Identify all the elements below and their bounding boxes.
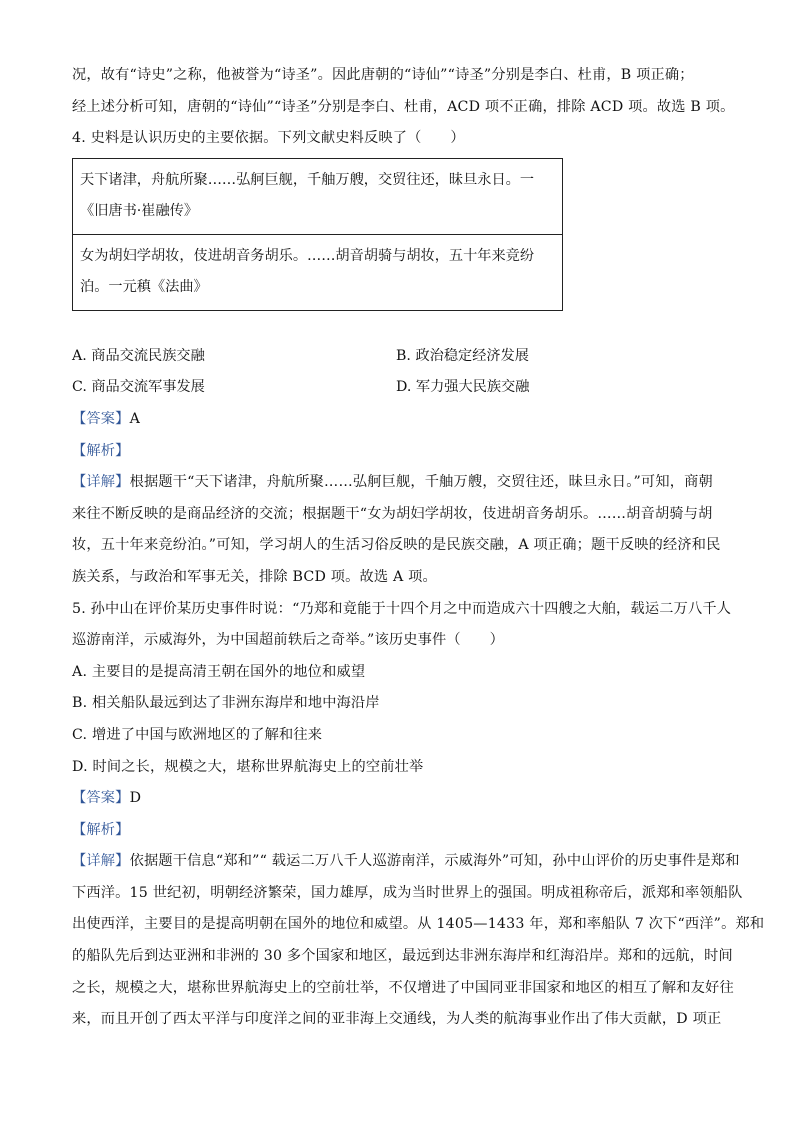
source-row-2 [73, 234, 563, 310]
source-text: 天下诸津，舟航所聚……弘舸巨舰，千舳万艘，交贸往还，昧旦永日。一 [80, 171, 535, 188]
detail-line [72, 467, 732, 499]
q4-options-row-1 [72, 341, 732, 373]
option-c: C. 增进了中国与欧洲地区的了解和往来 [72, 726, 323, 743]
detail-line: 来往不断反映的是商品经济的交流；根据题干“女为胡妇学胡妆，伎进胡音务胡乐。……胡音胡骑与胡 [72, 505, 713, 522]
analysis-heading [72, 436, 732, 468]
prev-analysis-line: 经上述分析可知，唐朝的“诗仙”“诗圣”分别是李白、杜甫，ACD 项不正确，排除 ACD 项。故选 B 项。 [72, 98, 735, 115]
detail-line: 下西洋。15 世纪初，明朝经济繁荣，国力雄厚，成为当时世界上的强国。明成祖称帝后，派郑和率领船队 [72, 884, 743, 901]
option-d: D. 军力强大民族交融 [396, 379, 530, 396]
prev-analysis-line: 况，故有“诗史”之称，他被誉为“诗圣”。因此唐朝的“诗仙”“诗圣”分别是李白、杜甫，B 项正确； [72, 67, 694, 83]
answer-line [72, 783, 732, 815]
option-d: D. 时间之长，规模之大，堪称世界航海史上的空前壮举 [72, 758, 424, 775]
question-4-stem: 4. 史料是认识历史的主要依据。下列文献史料反映了（ ） [72, 130, 465, 147]
source-table [72, 158, 563, 311]
detail-tag: 【详解】 [72, 853, 130, 870]
detail-text: 根据题干“天下诸津，舟航所聚……弘舸巨舰，千舳万艘，交贸往还，昧旦永日。”可知，商朝 [129, 474, 713, 491]
answer-tag: 【答案】 [72, 410, 130, 427]
option-c: C. 商品交流军事发展 [72, 379, 205, 396]
detail-line: 的船队先后到达亚洲和非洲的 30 多个国家和地区，最远到达非洲东海岸和红海沿岸。郑和的远航，时间 [72, 948, 733, 965]
option-b: B. 政治稳定经济发展 [396, 347, 529, 364]
answer-value: A [129, 410, 141, 427]
detail-line: 妆，五十年来竞纷泊。”可知，学习胡人的生活习俗反映的是民族交融，A 项正确；题干反映的经济和民 [72, 537, 721, 554]
detail-line: 出使西洋，主要目的是提高明朝在国外的地位和威望。从 1405—1433 年，郑和率船队 7 次下“西洋”。郑和 [72, 916, 765, 933]
answer-line [72, 404, 732, 436]
option-a: A. 商品交流民族交融 [72, 347, 205, 364]
q4-options-row-2 [72, 372, 732, 404]
detail-tag: 【详解】 [72, 474, 130, 491]
analysis-heading [72, 815, 732, 847]
source-text: 女为胡妇学胡妆，伎进胡音务胡乐。……胡音胡骑与胡妆，五十年来竞纷 [80, 247, 535, 264]
source-row-1 [73, 158, 563, 234]
analysis-tag: 【解析】 [72, 442, 130, 459]
detail-line: 来，而且开创了西太平洋与印度洋之间的亚非海上交通线，为人类的航海事业作出了伟大贡献，D 项正 [72, 1011, 722, 1028]
answer-tag: 【答案】 [72, 790, 130, 807]
detail-line: 之长，规模之大，堪称世界航海史上的空前壮举，不仅增进了中国同亚非国家和地区的相互了解和友好往 [72, 979, 734, 996]
detail-line: 族关系，与政治和军事无关，排除 BCD 项。故选 A 项。 [72, 568, 437, 585]
analysis-tag: 【解析】 [72, 821, 130, 838]
answer-value: D [129, 790, 142, 807]
document-page [72, 60, 765, 1036]
source-citation: 《旧唐书·崔融传》 [80, 202, 199, 219]
detail-text: 依据题干信息“郑和”“ 载运二万八千人巡游南洋，示威海外”可知，孙中山评价的历史事件是郑和 [129, 853, 740, 870]
source-citation: 泊。一元稹《法曲》 [80, 278, 208, 295]
option-b: B. 相关船队最远到达了非洲东海岸和地中海沿岸 [72, 695, 380, 712]
detail-line [72, 846, 740, 878]
question-5-stem: 5. 孙中山在评价某历史事件时说：“乃郑和竟能于十四个月之中而造成六十四艘之大舶，载运二万八千人 [72, 600, 732, 617]
question-5-stem: 巡游南洋，示威海外，为中国超前轶后之奇举。”该历史事件（ ） [72, 632, 504, 649]
option-a: A. 主要目的是提高清王朝在国外的地位和威望 [72, 663, 366, 680]
